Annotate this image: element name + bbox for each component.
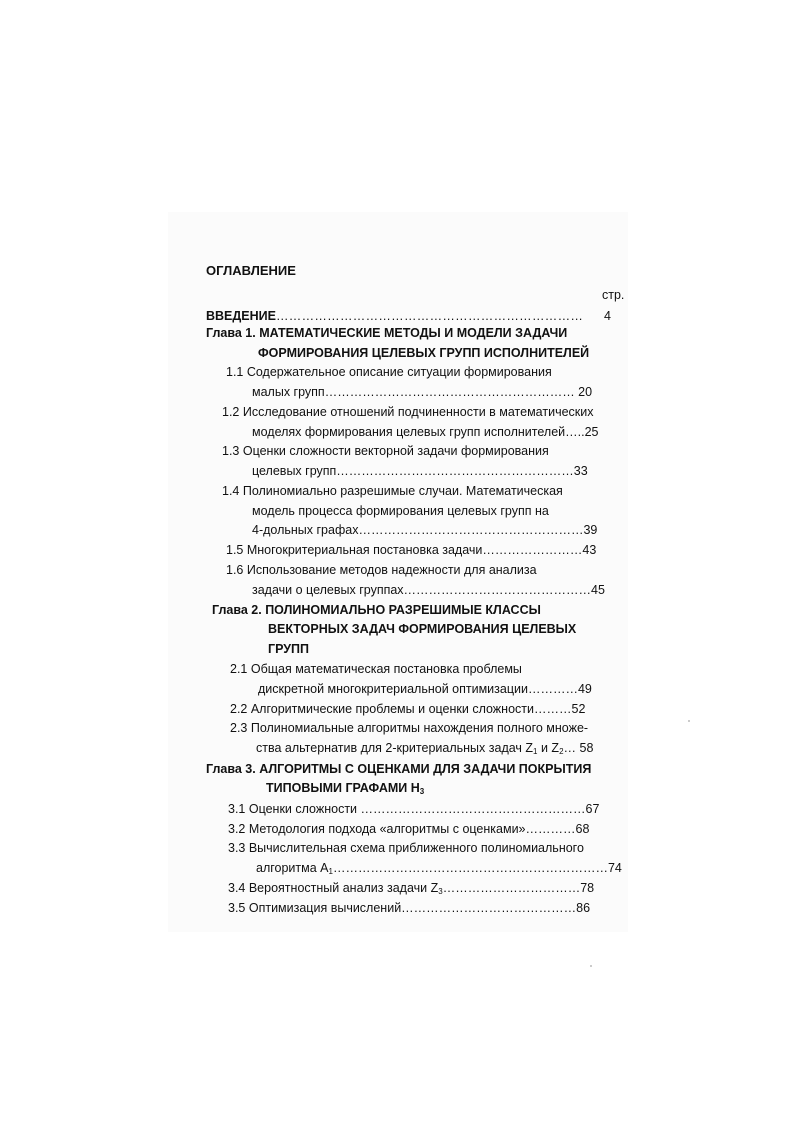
section-1-4-line-2[interactable]: модель процесса формирования целевых групп на [252,504,549,518]
chapter-1-heading-line-2[interactable]: ФОРМИРОВАНИЯ ЦЕЛЕВЫХ ГРУПП ИСПОЛНИТЕЛЕЙ [258,346,590,360]
h3-subscript: 3 [419,787,425,796]
section-3-1-line-1[interactable]: 3.1 Оценки сложности ………………………………………………67 [228,802,600,816]
section-2-3-text-b: и Z [537,741,560,755]
section-1-1-line-1[interactable]: 1.1 Содержательное описание ситуации формирования [226,365,552,379]
toc-entry-intro[interactable] [206,308,583,324]
section-1-2-line-1[interactable]: 1.2 Исследование отношений подчиненности в математических [222,405,594,419]
section-2-3-line-2[interactable] [256,740,593,756]
section-1-1-line-2[interactable]: малых групп…………………………………………………… 20 [252,385,593,399]
section-1-3-line-2[interactable]: целевых групп…………………………………………………33 [252,464,588,478]
section-1-4-line-1[interactable]: 1.4 Полиномиально разрешимые случаи. Математическая [222,484,563,498]
section-2-1-line-2[interactable]: дискретной многокритериальной оптимизации…………49 [258,682,592,696]
section-3-3-line-1[interactable]: 3.3 Вычислительная схема приближенного полиномиального [228,841,584,855]
chapter-3-heading-line-2[interactable] [266,780,424,796]
section-1-6-line-2[interactable]: задачи о целевых группах………………………………………45 [252,583,605,597]
section-3-2-line-1[interactable]: 3.2 Методология подхода «алгоритмы с оценками»…………68 [228,822,590,836]
intro-dots: ……………………………………………………………… [275,309,584,323]
section-1-2-line-2[interactable]: моделях формирования целевых групп исполнителей…..25 [252,425,599,439]
section-2-3-line-1[interactable]: 2.3 Полиномиальные алгоритмы нахождения полного множе- [230,721,589,735]
page-column-label: стр. [602,288,625,302]
z2-subscript: 2 [559,747,564,756]
section-3-4-text-a: 3.4 Вероятностный анализ задачи Z [228,881,439,895]
section-1-5-line-1[interactable]: 1.5 Многокритериальная постановка задачи……………………43 [226,543,597,557]
intro-label: ВВЕДЕНИЕ [206,309,276,323]
chapter-3-heading-text: ТИПОВЫМИ ГРАФАМИ H [266,781,420,795]
chapter-1-heading-line-1[interactable]: Глава 1. МАТЕМАТИЧЕСКИЕ МЕТОДЫ И МОДЕЛИ ЗАДАЧИ [206,326,568,340]
section-3-4-line-1[interactable] [228,880,594,896]
chapter-2-heading-line-1[interactable]: Глава 2. ПОЛИНОМИАЛЬНО РАЗРЕШИМЫЕ КЛАССЫ [212,603,541,617]
section-3-5-line-1[interactable]: 3.5 Оптимизация вычислений……………………………………86 [228,901,591,915]
section-3-3-text-b: …………………………………………………………74 [332,861,622,875]
toc-title: ОГЛАВЛЕНИЕ [206,263,296,278]
section-2-3-text-a: ства альтернатив для 2-критериальных задач Z [256,741,534,755]
section-1-4-line-3[interactable]: 4-дольных графах………………………………………………39 [252,523,598,537]
intro-page-number: 4 [604,309,611,323]
chapter-2-heading-line-3[interactable]: ГРУПП [268,642,310,656]
scan-speck [590,965,592,967]
section-1-3-line-1[interactable]: 1.3 Оценки сложности векторной задачи формирования [222,444,549,458]
section-3-3-line-2[interactable] [256,860,622,876]
chapter-3-heading-line-1[interactable]: Глава 3. АЛГОРИТМЫ С ОЦЕНКАМИ ДЛЯ ЗАДАЧИ ПОКРЫТИЯ [206,762,592,776]
section-3-3-text-a: алгоритма A [256,861,329,875]
z1-subscript: 1 [533,747,538,756]
scan-speck [688,720,690,722]
section-1-6-line-1[interactable]: 1.6 Использование методов надежности для анализа [226,563,537,577]
section-2-1-line-1[interactable]: 2.1 Общая математическая постановка проблемы [230,662,522,676]
section-3-4-text-b: ……………………………78 [442,881,595,895]
section-2-3-text-c: … 58 [563,741,594,755]
z3-subscript: 3 [438,887,443,896]
chapter-2-heading-line-2[interactable]: ВЕКТОРНЫХ ЗАДАЧ ФОРМИРОВАНИЯ ЦЕЛЕВЫХ [268,622,577,636]
a1-subscript: 1 [328,867,333,876]
section-2-2-line-1[interactable]: 2.2 Алгоритмические проблемы и оценки сложности………52 [230,702,586,716]
